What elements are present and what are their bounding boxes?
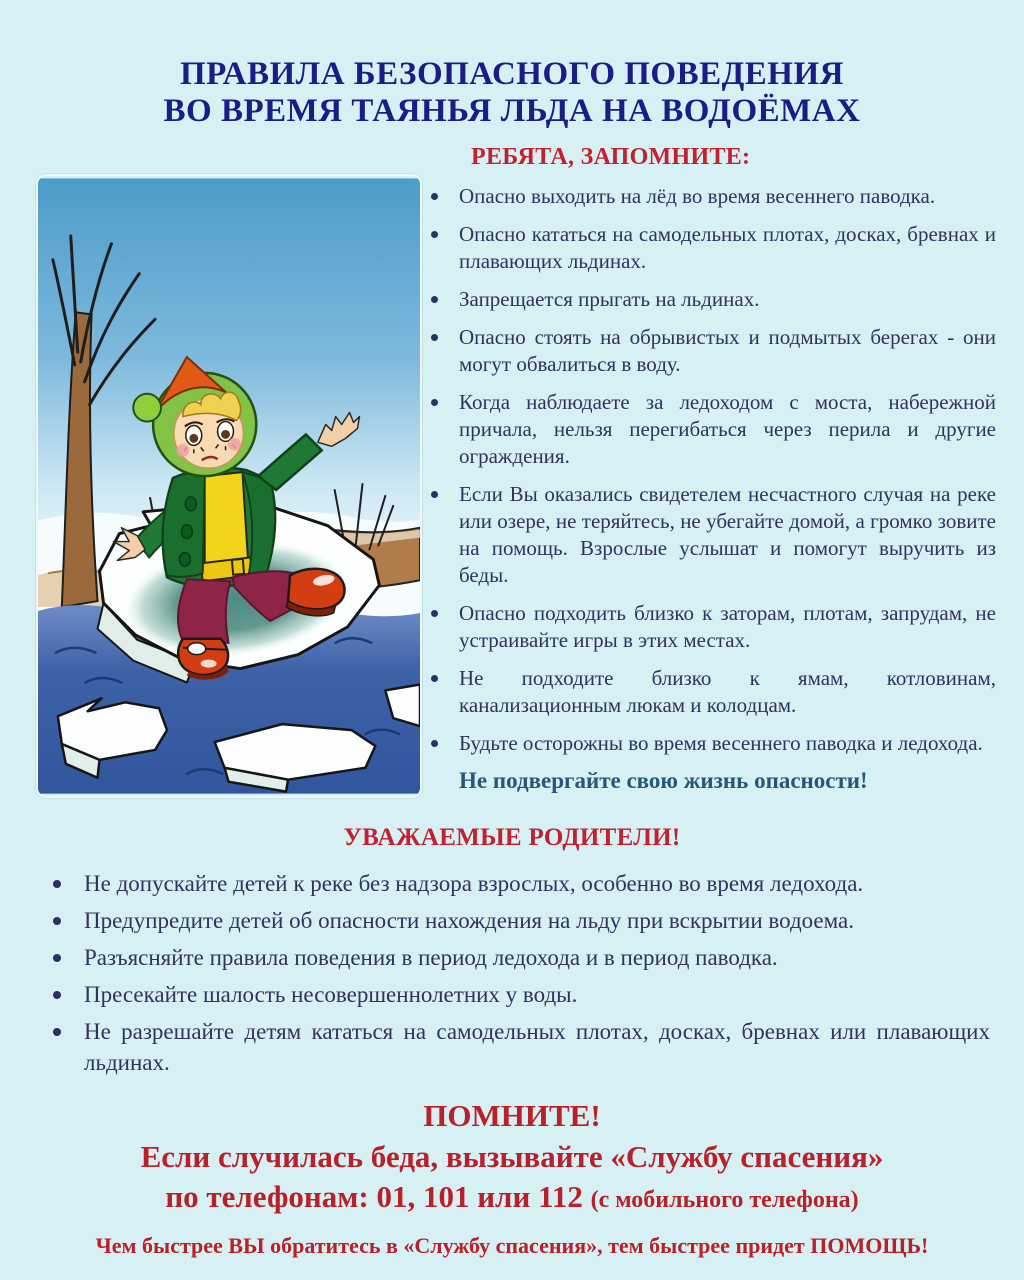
parents-rule-item: Предупредите детей об опасности нахождения на льду при вскрытии водоема. (48, 905, 990, 936)
kids-rules-column (428, 144, 996, 798)
child-on-ice-svg (38, 176, 420, 796)
kids-rule-item: Опасно кататься на самодельных плотах, досках, бревнах и плавающих льдинах. (428, 221, 996, 275)
page-title (0, 0, 1024, 130)
emergency-call-line2 (0, 1179, 1024, 1215)
parents-rule-item: Не допускайте детей к реке без надзора взрослых, особенно во время ледохода. (48, 868, 990, 899)
child-on-ice-illustration (36, 174, 422, 798)
emergency-call-line1: Если случилась беда, вызывайте «Службу спасения» (140, 1139, 884, 1174)
emergency-phones: по телефонам: 01, 101 или 112 (165, 1179, 591, 1214)
mobile-note: (с мобильного телефона) (590, 1187, 859, 1213)
final-help-line: Чем быстрее ВЫ обратитесь в «Службу спасения», тем быстрее придет ПОМОЩЬ! (95, 1233, 929, 1258)
parents-rule-item: Не разрешайте детям кататься на самодельных плотах, досках, бревнах или плавающих льдинах. (48, 1016, 990, 1078)
kids-rule-item: Когда наблюдаете за ледоходом с моста, набережной причала, нельзя перегибаться через перила и другие ограждения. (428, 389, 996, 470)
footer-emergency-block (0, 1098, 1024, 1259)
parents-rule-item: Пресекайте шалость несовершеннолетних у воды. (48, 979, 990, 1010)
kids-rule-item: Опасно подходить близко к заторам, плотам, запрудам, не устраивайте игры в этих местах. (428, 600, 996, 654)
kids-rule-item: Запрещается прыгать на льдинах. (428, 286, 996, 313)
kids-rule-item: Будьте осторожны во время весеннего паводка и ледохода. (428, 730, 996, 757)
page-title-line2: ВО ВРЕМЯ ТАЯНЬЯ ЛЬДА НА ВОДОЁМАХ (163, 93, 861, 129)
kids-warning: Не подвергайте свою жизнь опасности! (459, 768, 868, 793)
kids-rule-item: Если Вы оказались свидетелем несчастного случая на реке или озере, не теряйтесь, не убегайте домой, а громко зовите на помощь. Взрослые услышат и помогут выручить из беды. (428, 481, 996, 589)
kids-heading: РЕБЯТА, ЗАПОМНИТЕ: (471, 144, 751, 170)
remember-heading: ПОМНИТЕ! (423, 1098, 601, 1133)
kids-rule-item: Не подходите близко к ямам, котловинам, канализационным люкам и колодцам. (428, 665, 996, 719)
page-title-line1: ПРАВИЛА БЕЗОПАСНОГО ПОВЕДЕНИЯ (180, 56, 844, 92)
parents-rule-item: Разъясняйте правила поведения в период ледохода и в период паводка. (48, 942, 990, 973)
kids-rule-item: Опасно выходить на лёд во время весеннего паводка. (428, 183, 996, 210)
kids-rule-item: Опасно стоять на обрывистых и подмытых берегах - они могут обвалиться в воду. (428, 324, 996, 378)
main-columns (36, 144, 996, 798)
kids-rules-list (428, 183, 996, 757)
parents-rules-list (48, 868, 990, 1078)
parents-heading: УВАЖАЕМЫЕ РОДИТЕЛИ! (343, 824, 681, 851)
